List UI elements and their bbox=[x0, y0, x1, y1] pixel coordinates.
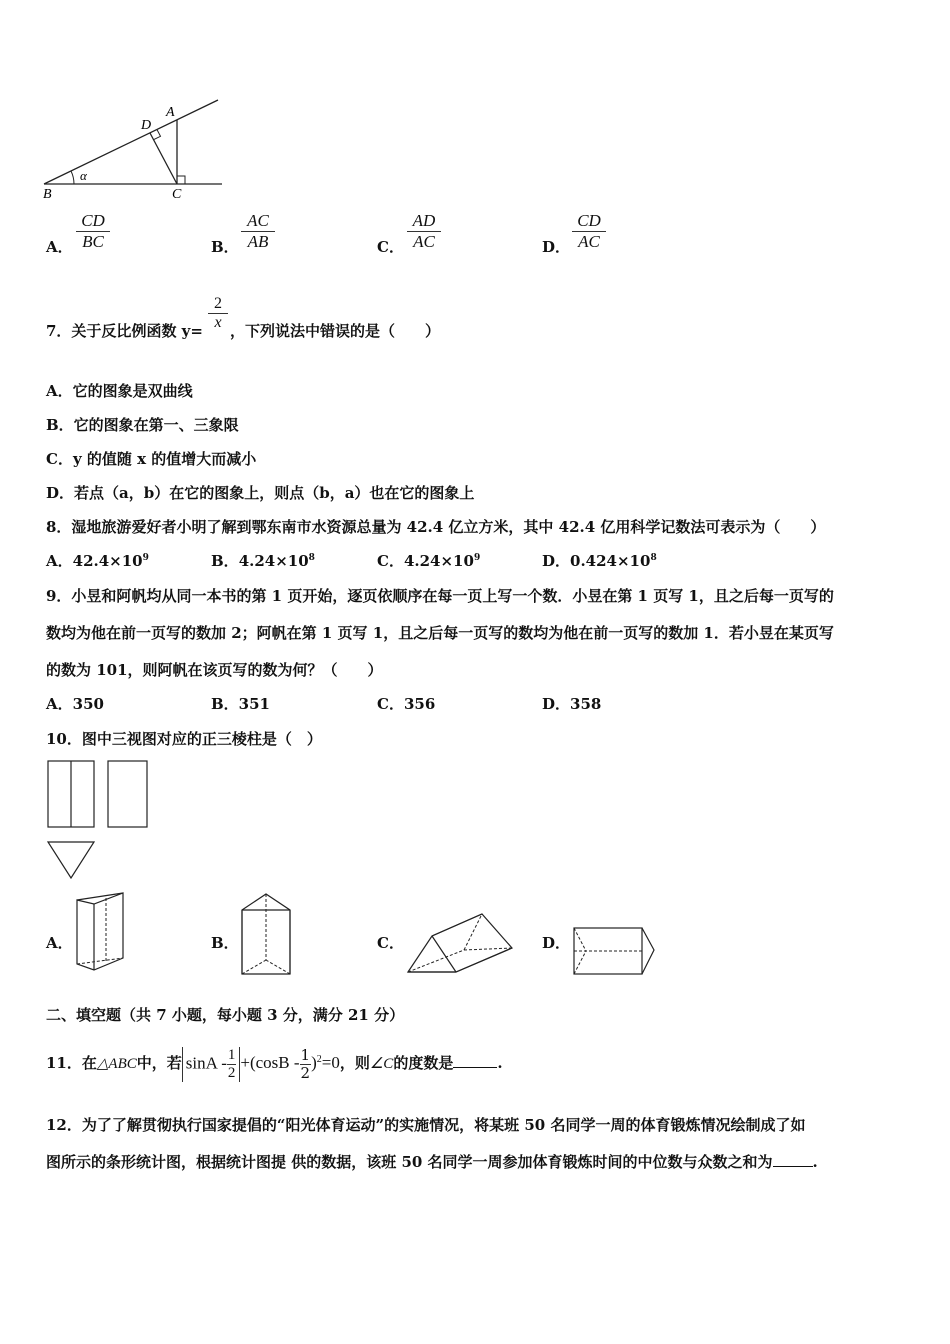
q11-end: . bbox=[497, 1054, 503, 1072]
three-view-drawing bbox=[44, 758, 154, 882]
q7-option-c: C．y 的值随 x 的值增大而减小 bbox=[46, 450, 257, 468]
segment-dc bbox=[150, 133, 177, 184]
q6-option-b-fraction bbox=[241, 211, 275, 252]
q7-stem bbox=[46, 320, 203, 341]
q12-line-2-text: 图所示的条形统计图，根据统计图提 供的数据，该班 50 名同学一周参加体育锻炼时间的中位数与众数之和为 bbox=[46, 1153, 773, 1171]
option-letter: C． bbox=[377, 552, 404, 570]
q8-option-a bbox=[46, 550, 149, 571]
q7-prefix: 7．关于反比例函数 y= bbox=[46, 322, 203, 340]
q7-suffix: ，下列说法中错误的是（ ） bbox=[230, 322, 441, 340]
option-letter: B． bbox=[211, 552, 239, 570]
q11-mid: 中，若 bbox=[136, 1054, 182, 1072]
option-base: 4.24×10 bbox=[403, 552, 474, 570]
plus-cos-b: +(cosB - bbox=[240, 1053, 300, 1072]
q10-option-b: B． bbox=[211, 934, 239, 952]
q9-line-2: 数均为他在前一页写的数加 2；阿帆在第 1 页写 1，且之后每一页写的数均为他在前一页写的数加 1．若小昱在某页写 bbox=[46, 624, 834, 642]
q6-option-a-fraction bbox=[76, 211, 110, 252]
fraction-denominator: AB bbox=[247, 232, 269, 251]
q12-line-2 bbox=[46, 1151, 818, 1172]
option-base: 4.24×10 bbox=[238, 552, 309, 570]
q7-option-b: B．它的图象在第一、三象限 bbox=[46, 416, 239, 434]
q11-prefix: 11．在 bbox=[46, 1054, 97, 1072]
q11-tail: 的度数是 bbox=[393, 1054, 454, 1072]
equals-zero: =0 bbox=[321, 1053, 340, 1072]
q9-option-b: B．351 bbox=[211, 695, 270, 713]
q9-option-c: C．356 bbox=[377, 695, 436, 713]
q7-fraction bbox=[208, 295, 228, 332]
fraction-numerator: AC bbox=[241, 211, 275, 232]
q6-option-b: B． bbox=[211, 238, 239, 256]
q9-line-3: 的数为 101，则阿帆在该页写的数为何？（ ） bbox=[46, 661, 383, 679]
q7-option-a: A．它的图象是双曲线 bbox=[46, 382, 193, 400]
fraction-denominator: 2 bbox=[227, 1064, 236, 1081]
q12-end: . bbox=[812, 1153, 818, 1171]
angle-arc-alpha bbox=[71, 171, 74, 184]
fraction-numerator: CD bbox=[76, 211, 110, 232]
close-paren: ) bbox=[311, 1053, 317, 1072]
label-a: A bbox=[166, 105, 175, 120]
q9-option-d: D．358 bbox=[542, 695, 602, 713]
ray-ba bbox=[44, 100, 218, 184]
q8-option-c bbox=[377, 550, 480, 571]
q8-stem: 8．湿地旅游爱好者小明了解到鄂东南市水资源总量为 42.4 亿立方米，其中 42.4 亿用科学记数法可表示为（ ） bbox=[46, 518, 826, 536]
fraction-denominator: AC bbox=[413, 232, 435, 251]
q10-option-c: C． bbox=[377, 934, 404, 952]
answer-blank-q11[interactable] bbox=[453, 1067, 497, 1068]
label-c: C bbox=[172, 187, 182, 202]
option-exponent: 8 bbox=[650, 553, 657, 563]
answer-blank-q12[interactable] bbox=[773, 1166, 813, 1167]
q6-option-d-fraction bbox=[572, 211, 606, 252]
option-exponent: 9 bbox=[142, 553, 149, 563]
label-b: B bbox=[43, 187, 52, 202]
square-exponent: 2 bbox=[316, 1054, 322, 1065]
q6-option-c-fraction bbox=[407, 211, 441, 252]
fraction-denominator: AC bbox=[578, 232, 600, 251]
fraction-denominator: BC bbox=[82, 232, 104, 251]
angle-c: ∠C bbox=[369, 1056, 394, 1072]
label-d: D bbox=[141, 118, 152, 133]
label-alpha: α bbox=[80, 168, 87, 183]
prism-option-d bbox=[570, 920, 660, 980]
sin-a: sinA - bbox=[185, 1052, 227, 1072]
option-base: 42.4×10 bbox=[72, 552, 143, 570]
q11-stem bbox=[46, 1042, 503, 1082]
q10-option-a: A． bbox=[46, 934, 73, 952]
prism-option-a bbox=[74, 890, 128, 980]
side-view bbox=[108, 761, 147, 827]
q7-option-d: D．若点（a，b）在它的图象上，则点（b，a）也在它的图象上 bbox=[46, 484, 475, 502]
q6-option-c: C． bbox=[377, 238, 404, 256]
half-fraction-1 bbox=[227, 1047, 237, 1082]
option-letter: A． bbox=[46, 552, 73, 570]
fraction-denominator: x bbox=[214, 314, 222, 331]
q12-line-1: 12．为了了解贯彻执行国家提倡的“阳光体育运动”的实施情况，将某班 50 名同学一周的体育锻炼情况绘制成了如 bbox=[46, 1116, 806, 1134]
abs-expression bbox=[182, 1047, 241, 1082]
option-letter: D． bbox=[542, 552, 571, 570]
q6-option-d: D． bbox=[542, 238, 571, 256]
fraction-numerator: 1 bbox=[227, 1046, 236, 1063]
geometry-figure-triangle bbox=[40, 96, 230, 202]
q10-option-d: D． bbox=[542, 934, 571, 952]
option-base: 0.424×10 bbox=[570, 552, 651, 570]
fraction-denominator: 2 bbox=[300, 1063, 311, 1082]
right-angle-mark-c bbox=[177, 176, 185, 184]
fraction-numerator: CD bbox=[572, 211, 606, 232]
option-exponent: 9 bbox=[473, 553, 481, 563]
prism-option-b bbox=[238, 890, 294, 980]
q8-option-b bbox=[211, 550, 315, 571]
fraction-numerator: AD bbox=[407, 211, 441, 232]
fraction-numerator: 2 bbox=[208, 295, 228, 314]
q10-stem: 10．图中三视图对应的正三棱柱是（ ） bbox=[46, 730, 322, 748]
top-view-triangle bbox=[48, 842, 94, 878]
q6-option-a: A． bbox=[46, 238, 73, 256]
fraction-numerator: 1 bbox=[300, 1045, 311, 1064]
option-exponent: 8 bbox=[308, 553, 315, 563]
q9-line-1: 9．小昱和阿帆均从同一本书的第 1 页开始，逐页依顺序在每一页上写一个数．小昱在第 1 页写 1，且之后每一页写的 bbox=[46, 587, 834, 605]
half-fraction-2 bbox=[300, 1047, 312, 1082]
prism-option-c bbox=[404, 908, 518, 978]
section-2-title: 二、填空题（共 7 小题，每小题 3 分，满分 21 分） bbox=[46, 1006, 405, 1024]
q8-option-d bbox=[542, 550, 657, 571]
q11-then: ，则 bbox=[339, 1054, 370, 1072]
q9-option-a: A．350 bbox=[46, 695, 104, 713]
triangle-abc: △ABC bbox=[96, 1056, 137, 1072]
